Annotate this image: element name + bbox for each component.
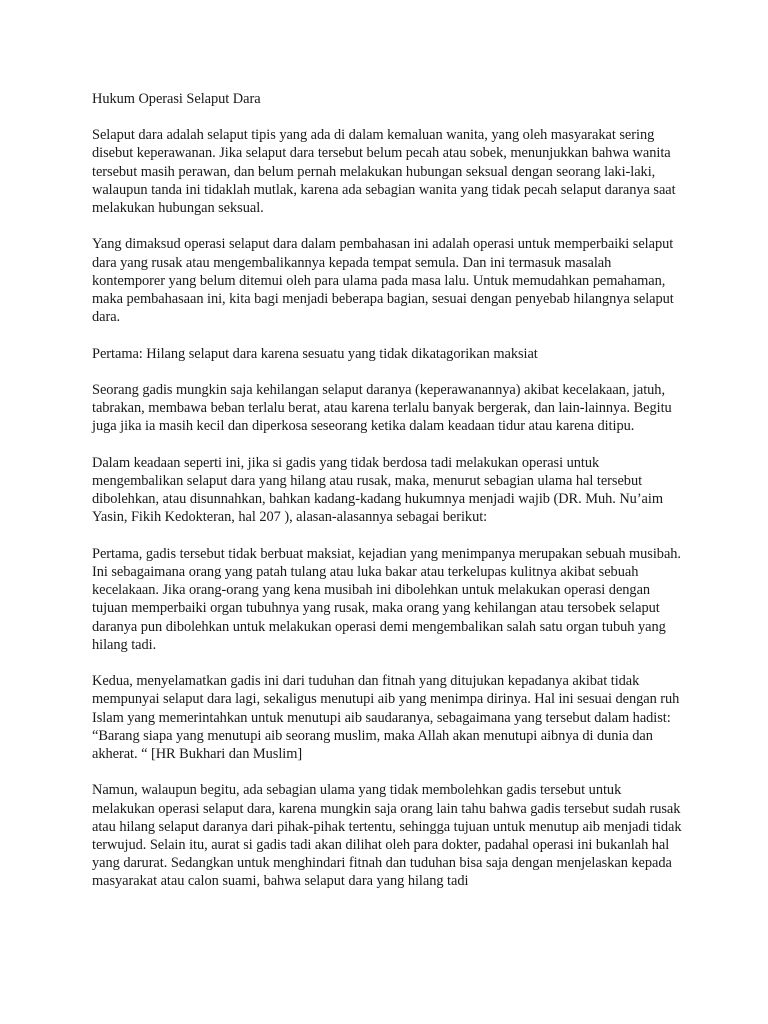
paragraph-definition: Yang dimaksud operasi selaput dara dalam pembahasan ini adalah operasi untuk memperbaiki selaput dara yang rusak atau mengembalikannya kepada tempat semula. Dan ini termasuk masalah kontemporer yang belum ditemui oleh para ulama pada masa lalu. Untuk memudahkan pemahaman, maka pembahasaan ini, kita bagi menjadi beberapa bagian, sesuai dengan penyebab hilangnya selaput dara. <box>92 236 674 326</box>
paragraph-intro: Selaput dara adalah selaput tipis yang ada di dalam kemaluan wanita, yang oleh masyarakat sering disebut keperawanan. Jika selaput dara tersebut belum pecah atau sobek, menunjukkan bahwa wanita tersebut masih perawan, dan belum pernah melakukan hubungan seksual dengan seorang laki-laki, walaupun tanda ini tidaklah mutlak, karena ada sebagian wanita yang tidak pecah selaput daranya saat melakukan hubungan seksual. <box>92 127 676 217</box>
section-heading-pertama: Pertama: Hilang selaput dara karena sesuatu yang tidak dikatagorikan maksiat <box>92 345 538 362</box>
paragraph-ruling: Dalam keadaan seperti ini, jika si gadis yang tidak berdosa tadi melakukan operasi untuk mengembalikan selaput dara yang hilang atau rusak, maka, menurut sebagian ulama hal tersebut dibolehkan, atau disunnahkan, bahkan kadang-kadang hukumnya menjadi wajib (DR. Muh. Nu’aim Yasin, Fikih Kedokteran, hal 207 ), alasan-alasannya sebagai berikut: <box>92 454 663 526</box>
document-title: Hukum Operasi Selaput Dara <box>92 91 261 107</box>
paragraph-counter-opinion: Namun, walaupun begitu, ada sebagian ulama yang tidak membolehkan gadis tersebut untuk melakukan operasi selaput dara, karena mungkin saja orang lain tahu bahwa gadis tersebut sudah rusak atau hilang selaput daranya dari pihak-pihak tertentu, sehingga tujuan untuk menutup aib menjadi tidak terwujud. Selain itu, aurat si gadis tadi akan dilihat oleh para dokter, padahal operasi ini bukanlah hal yang darurat. Sedangkan untuk menghindari fitnah dan tuduhan bisa saja dengan menjelaskan kepada masyarakat atau calon suami, bahwa selaput dara yang hilang tadi <box>92 782 682 890</box>
document-page <box>92 90 682 909</box>
paragraph-reason-first: Pertama, gadis tersebut tidak berbuat maksiat, kejadian yang menimpanya merupakan sebuah musibah. Ini sebagaimana orang yang patah tulang atau luka bakar atau terkelupas kulitnya akibat sebuah kecelakaan. Jika orang-orang yang kena musibah ini dibolehkan untuk melakukan operasi dengan tujuan memperbaiki organ tubuhnya yang rusak, maka orang yang kehilangan atau tersobek selaput daranya pun dibolehkan untuk melakukan operasi demi mengembalikan salah satu organ tubuh yang hilang tadi. <box>92 545 681 653</box>
paragraph-reason-second: Kedua, menyelamatkan gadis ini dari tuduhan dan fitnah yang ditujukan kepadanya akibat tidak mempunyai selaput dara lagi, sekaligus menutupi aib yang menimpa dirinya. Hal ini sesuai dengan ruh Islam yang memerintahkan untuk menutupi aib saudaranya, sebagaimana yang tersebut dalam hadist: “Barang siapa yang menutupi aib seorang muslim, maka Allah akan menutupi aibnya di dunia dan akherat. “ [HR Bukhari dan Muslim] <box>92 673 680 763</box>
paragraph-causes: Seorang gadis mungkin saja kehilangan selaput daranya (keperawanannya) akibat kecelakaan, jatuh, tabrakan, membawa beban terlalu berat, atau karena terlalu banyak bergerak, dan lain-lainnya. Begitu juga jika ia masih kecil dan diperkosa seseorang ketika dalam keadaan tidur atau karena ditipu. <box>92 382 672 435</box>
